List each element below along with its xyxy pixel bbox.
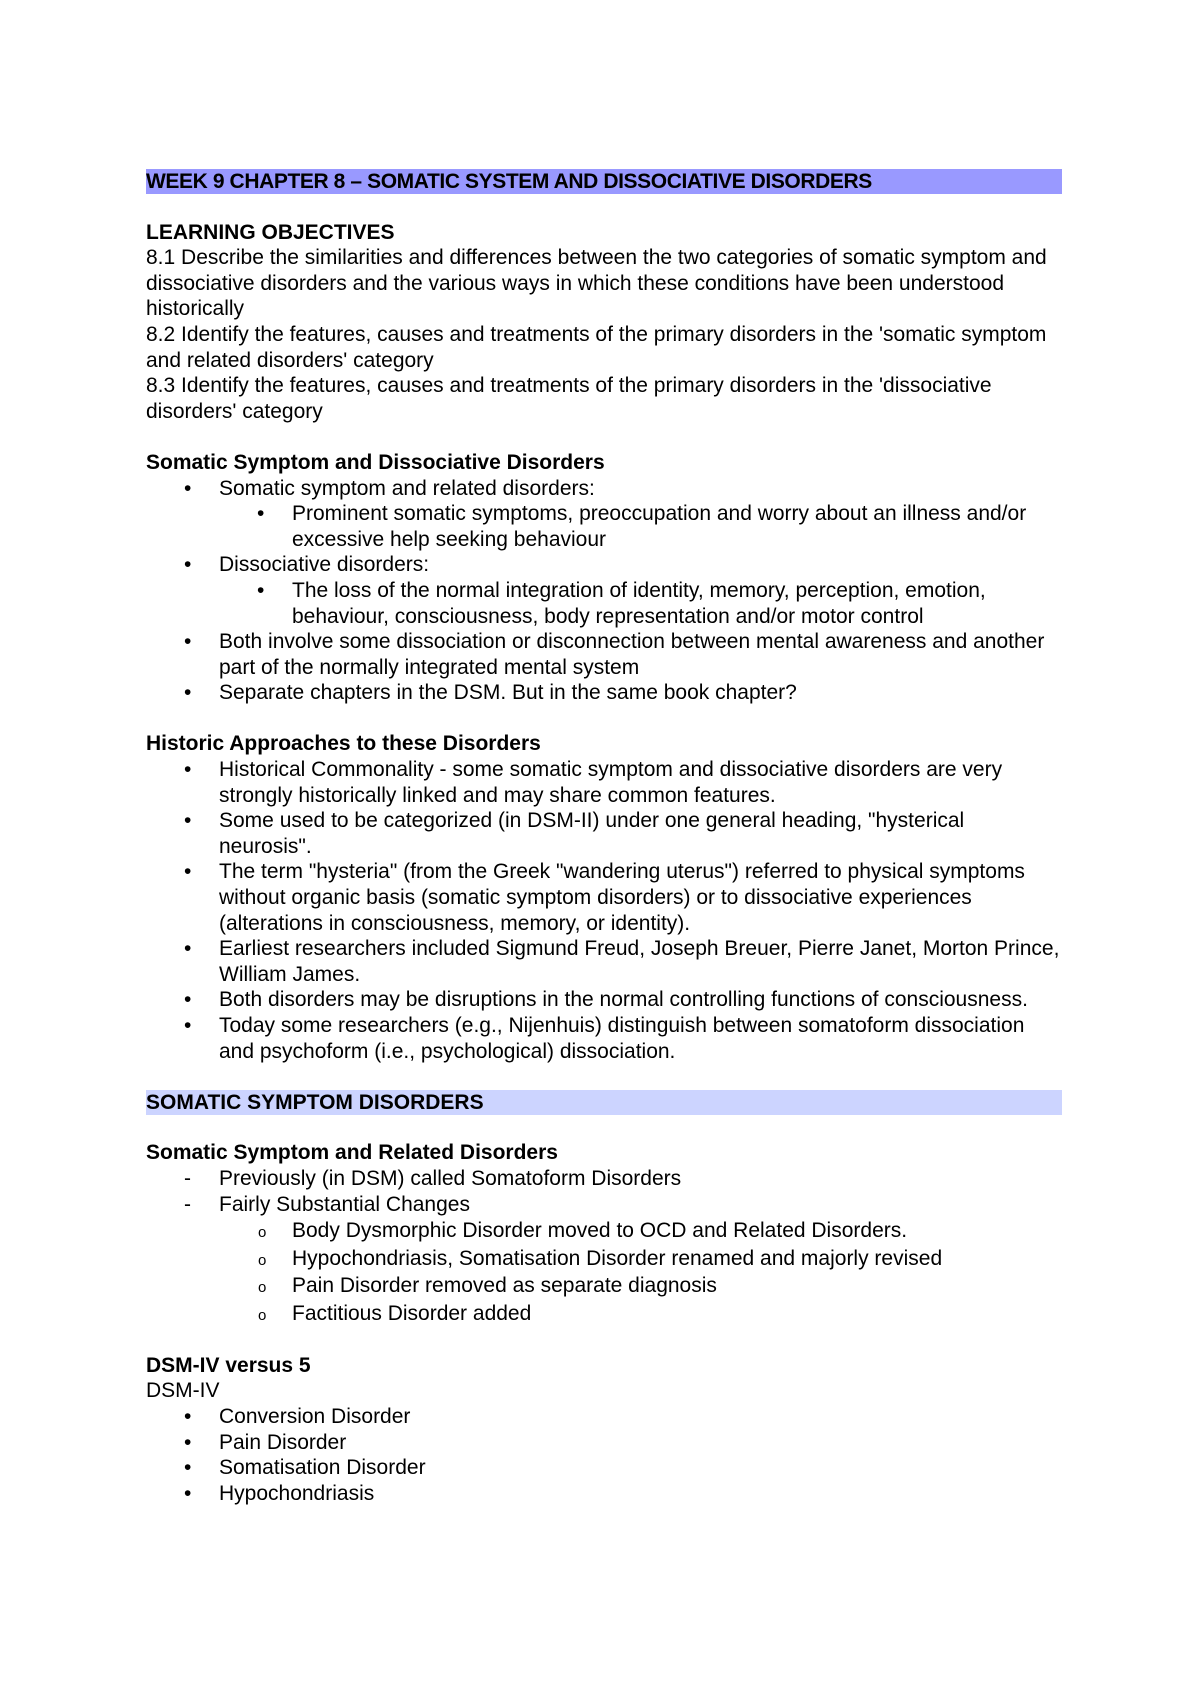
list-item: • Pain Disorder [184,1430,347,1454]
list-item: • Separate chapters in the DSM. But in the same book chapter? [184,681,797,705]
list-item: • Today some researchers (e.g., Nijenhuis) distinguish between somatoform dissociation and psychoform (i.e., psychological) dissociation. [184,1014,1025,1063]
list-item: • Prominent somatic symptoms, preoccupation and worry about an illness and/or excessive help seeking behaviour [257,502,1027,551]
list-item: • Somatisation Disorder [184,1456,426,1480]
list-item: • Conversion Disorder [184,1404,411,1428]
list-item: • Hypochondriasis [184,1481,375,1505]
list-item: o Factitious Disorder added [258,1301,532,1325]
related-changes-list [146,1217,1062,1327]
list-item: • Earliest researchers included Sigmund Freud, Joseph Breuer, Pierre Janet, Morton Prince, William James. [184,937,1060,986]
list-item: • Dissociative disorders: [184,553,430,577]
historic-list [146,757,1062,1064]
dsm-comparison-heading: DSM-IV versus 5 [146,1353,311,1377]
dsm-iv-label: DSM-IV [146,1379,220,1403]
objective-8-2: 8.2 Identify the features, causes and treatments of the primary disorders in the 'somatic symptom and related disorders' category [146,322,1047,372]
list-item: • The term "hysteria" (from the Greek "wandering uterus") referred to physical symptoms without organic basis (somatic symptom disorders) or to dissociative experiences (alterations in consciousness, memory, or identity). [184,860,1025,935]
objective-8-3: 8.3 Identify the features, causes and treatments of the primary disorders in the 'dissociative disorders' category [146,374,992,423]
list-item: - Fairly Substantial Changes [184,1192,470,1216]
list-item: o Hypochondriasis, Somatisation Disorder renamed and majorly revised [258,1246,943,1270]
page-title: WEEK 9 CHAPTER 8 – SOMATIC SYSTEM AND DISSOCIATIVE DISORDERS [146,169,1062,194]
list-item: • Some used to be categorized (in DSM-II) under one general heading, "hysterical neurosis". [184,809,965,858]
objective-8-1: 8.1 Describe the similarities and differences between the two categories of somatic symptom and dissociative disorders and the various ways in which these conditions have been understood historically [146,246,1047,321]
list-item: o Pain Disorder removed as separate diagnosis [258,1274,717,1298]
list-item: • Both involve some dissociation or disconnection between mental awareness and another part of the normally integrated mental system [184,630,1045,679]
list-item: - Previously (in DSM) called Somatoform Disorders [184,1166,682,1190]
somatic-dissociative-list [146,476,1062,706]
related-dash-list [146,1166,1062,1217]
list-item: • The loss of the normal integration of identity, memory, perception, emotion, behaviour, consciousness, body representation and/or motor control [257,578,986,628]
section-title-somatic-symptom: SOMATIC SYMPTOM DISORDERS [146,1090,1062,1115]
list-item: o Body Dysmorphic Disorder moved to OCD and Related Disorders. [258,1219,908,1243]
related-disorders-heading: Somatic Symptom and Related Disorders [146,1141,558,1165]
somatic-dissociative-heading: Somatic Symptom and Dissociative Disorders [146,450,605,474]
list-item: • Both disorders may be disruptions in the normal controlling functions of consciousness. [184,988,1028,1012]
document-content [146,169,1062,1506]
dsm-iv-list [146,1404,1062,1506]
list-item: • Historical Commonality - some somatic symptom and dissociative disorders are very strongly historically linked and may share common features. [184,758,1003,807]
learning-objectives-heading: LEARNING OBJECTIVES [146,220,395,244]
list-item: • Somatic symptom and related disorders: [184,476,595,500]
historic-approaches-heading: Historic Approaches to these Disorders [146,732,541,756]
